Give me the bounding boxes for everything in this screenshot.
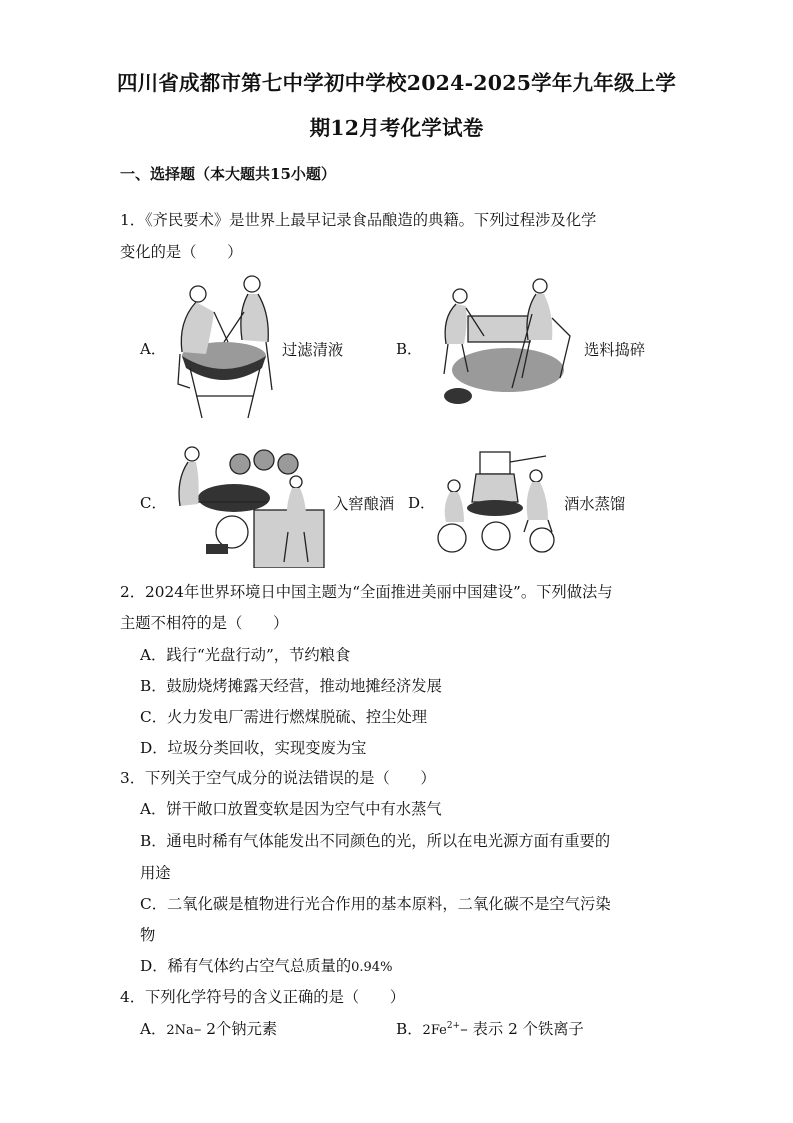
exam-title-line2: 期12月考化学试卷 (309, 116, 484, 140)
q3-option-a: A．饼干敞口放置变软是因为空气中有水蒸气 (140, 800, 442, 818)
q1-option-c-letter: C． (140, 494, 167, 512)
exam-title-line1: 四川省成都市第七中学初中学校2024-2025学年九年级上学 (116, 71, 677, 95)
q3-option-d-text: D．稀有气体约占空气总质量的 (140, 957, 352, 975)
q1-option-a-label: 过滤清液 (282, 341, 344, 359)
q4-option-a-letter: A． (140, 1020, 167, 1038)
q3-option-c-line2: 物 (140, 926, 156, 944)
section-heading: 一、选择题（本大题共15小题） (120, 165, 336, 183)
q3-option-b-line1: B．通电时稀有气体能发出不同颜色的光，所以在电光源方面有重要的 (140, 832, 611, 850)
q1-option-b-letter: B． (396, 340, 423, 358)
q1-option-c-label: 入窖酿酒 (333, 495, 395, 513)
q2-option-a: A．践行“光盘行动”，节约粮食 (140, 646, 351, 664)
q3-option-d (140, 954, 392, 976)
q1-option-b-label: 选料捣碎 (584, 341, 646, 359)
q2-option-c: C．火力发电厂需进行燃煤脱硫、控尘处理 (140, 708, 428, 726)
q4-option-a-text: – 2个钠元素 (193, 1020, 278, 1038)
q4-option-b-charge: 2+ (446, 1020, 461, 1031)
q1-option-d-label: 酒水蒸馏 (564, 495, 626, 513)
q1-option-a-letter: A． (140, 340, 166, 358)
q3-option-d-value: 0.94% (351, 960, 393, 975)
q4-option-a (140, 1017, 277, 1039)
q2-stem-line2: 主题不相符的是（ ） (120, 614, 289, 632)
q4-option-b-text: – 表示 2 个铁离子 (460, 1020, 584, 1038)
q4-option-b-letter: B． (396, 1020, 423, 1038)
q3-option-b-line2: 用途 (140, 864, 171, 882)
q2-option-b: B．鼓励烧烤摊露天经营，推动地摊经济发展 (140, 677, 442, 695)
q3-stem: 3．下列关于空气成分的说法错误的是（ ） (120, 769, 436, 787)
grinding-illustration-icon (428, 278, 578, 412)
q1-stem-line1: 1．《齐民要术》是世界上最早记录食品酿造的典籍。下列过程涉及化学 (120, 211, 597, 229)
q4-stem: 4．下列化学符号的含义正确的是（ ） (120, 988, 406, 1006)
distilling-illustration-icon (436, 446, 560, 554)
q4-option-a-formula: 2Na (166, 1023, 194, 1038)
q2-option-d: D．垃圾分类回收，实现变废为宝 (140, 739, 367, 757)
q2-stem-line1: 2．2024年世界环境日中国主题为“全面推进美丽中国建设”。下列做法与 (120, 583, 613, 601)
filtering-illustration-icon (168, 272, 280, 422)
q4-option-b-formula: 2Fe (422, 1023, 447, 1038)
q3-option-c-line1: C．二氧化碳是植物进行光合作用的基本原料，二氧化碳不是空气污染 (140, 895, 611, 913)
q4-option-b (396, 1017, 584, 1039)
cellar-brewing-illustration-icon (168, 436, 328, 568)
q1-stem-line2: 变化的是（ ） (120, 243, 243, 261)
q1-option-d-letter: D． (408, 494, 436, 512)
